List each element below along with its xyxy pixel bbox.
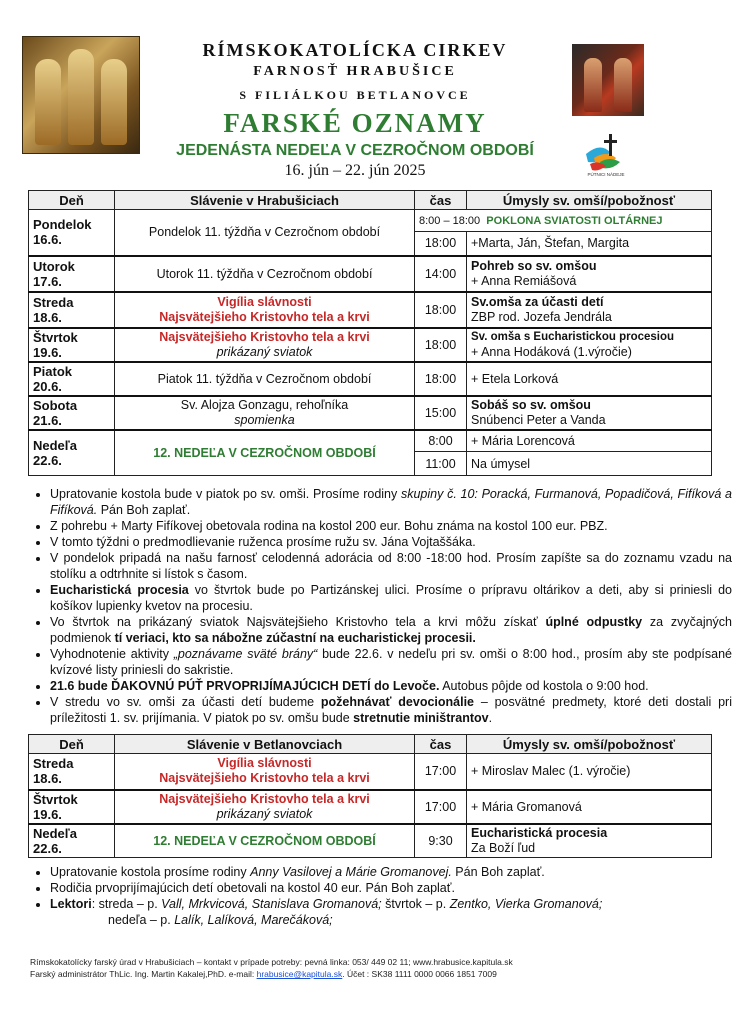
list-item: • Vyhodnotenie aktivity „poznávame sväté brány“ bude 22.6. v nedeľu pri sv. omši o 8:00 hod., prosím aby ste podpísané kvízové listy priniesli do sakristie. [50, 646, 732, 678]
time-cell: 18:00 [415, 232, 467, 256]
footer-admin: Farský administrátor ThLic. Ing. Martin Kakalej,PhD. e-mail: hrabusice@kapitula.sk. Účet : SK38 1111 0000 0066 1851 7009 [30, 969, 497, 979]
celebration-cell: Piatok 11. týždňa v Cezročnom období [115, 362, 415, 396]
intent-cell: +Marta, Ján, Štefan, Margita [467, 232, 712, 256]
day-cell: Nedeľa 22.6. [29, 430, 115, 476]
jubilee-logo [580, 128, 632, 178]
church-name: RÍMSKOKATOLÍCKA CIRKEV [202, 40, 508, 60]
day-cell: Streda 18.6. [29, 292, 115, 328]
intent-cell: + Mária Gromanová [467, 790, 712, 824]
time-cell: 17:00 [415, 754, 467, 790]
schedule-table-hrabusice [28, 190, 712, 476]
table-row [29, 430, 712, 452]
day-cell: Streda 18.6. [29, 754, 115, 790]
intent-cell: Pohreb so sv. omšou + Anna Remiášová [467, 256, 712, 292]
list-item: • Lektori: streda – p. Vall, Mrkvicová, Stanislava Gromanová; štvrtok – p. Zentko, Vierka Gromanová; nedeľa – p. Lalík, Lalíková, Marečáková; [50, 896, 732, 928]
day-cell: Pondelok 16.6. [29, 210, 115, 256]
table-row [29, 824, 712, 858]
celebration-cell: Vigília slávnosti Najsvätejšieho Kristovho tela a krvi [115, 754, 415, 790]
intent-cell: + Mária Lorencová [467, 430, 712, 452]
email-link[interactable]: hrabusice@kapitula.sk [256, 969, 343, 979]
celebration-cell: Najsvätejšieho Kristovho tela a krvi prikázaný sviatok [115, 790, 415, 824]
table-row [29, 790, 712, 824]
list-item: • V tomto týždni o predmodlievanie ruženca prosíme ružu sv. Jána Vojtaššáka. [50, 534, 732, 550]
page-subtitle: JEDENÁSTA NEDEĽA V CEZROČNOM OBDOBÍ [176, 142, 534, 159]
time-cell: 18:00 [415, 328, 467, 362]
list-item: • Upratovanie kostola bude v piatok po sv. omši. Prosíme rodiny skupiny č. 10: Poracká, Furmanová, Popadičová, Fifíková a Fifíková. Pán Boh zaplať. [50, 486, 732, 518]
day-cell: Sobota 21.6. [29, 396, 115, 430]
day-cell: Nedeľa 22.6. [29, 824, 115, 858]
svg-text:PÚTNICI NÁDEJE: PÚTNICI NÁDEJE [587, 172, 625, 177]
intent-cell: + Etela Lorková [467, 362, 712, 396]
day-cell: Utorok 17.6. [29, 256, 115, 292]
table-row [29, 362, 712, 396]
table-row [29, 754, 712, 790]
table-row [29, 292, 712, 328]
table-row [29, 210, 712, 232]
table-row [29, 256, 712, 292]
intent-cell: Sv.omša za účasti detí ZBP rod. Jozefa Jendrála [467, 292, 712, 328]
announcements-list [28, 486, 732, 726]
time-cell: 9:30 [415, 824, 467, 858]
list-item: • Rodičia prvoprijímajúcich detí obetovali na kostol 40 eur. Pán Boh zaplať. [50, 880, 732, 896]
header-time: čas [415, 735, 467, 754]
header-day: Deň [29, 191, 115, 210]
adoration-cell: 8:00 – 18:00 POKLONA SVIATOSTI OLTÁRNEJ [415, 210, 712, 232]
header-celebration: Slávenie v Hrabušiciach [115, 191, 415, 210]
page-footer [30, 956, 710, 980]
time-cell: 11:00 [415, 452, 467, 476]
saints-altar-image [22, 36, 140, 154]
time-cell: 17:00 [415, 790, 467, 824]
table-header-row [29, 191, 712, 210]
celebration-cell: 12. NEDEĽA V CEZROČNOM OBDOBÍ [115, 824, 415, 858]
day-cell: Štvrtok 19.6. [29, 790, 115, 824]
parish-name: FARNOSŤ HRABUŠICE [253, 64, 457, 79]
day-cell: Štvrtok 19.6. [29, 328, 115, 362]
saints-image [572, 44, 644, 116]
list-item: • Eucharistická procesia vo štvrtok bude po Partizánskej ulici. Prosíme o prípravu oltárikov a deti, aby si priniesli do košíkov lupienky kvetov na procesiu. [50, 582, 732, 614]
time-cell: 18:00 [415, 362, 467, 396]
intent-cell: Sobáš so sv. omšou Snúbenci Peter a Vanda [467, 396, 712, 430]
celebration-cell: 12. NEDEĽA V CEZROČNOM OBDOBÍ [115, 430, 415, 476]
list-item: • 21.6 bude ĎAKOVNÚ PÚŤ PRVOPRIJÍMAJÚCICH DETÍ do Levoče. Autobus pôjde od kostola o 9:00 hod. [50, 678, 732, 694]
footer-contact: Rímskokatolícky farský úrad v Hrabušiciach – kontakt v prípade potreby: pevná linka: 053/ 449 02 11; www.hrabusice.kapitula.sk [30, 957, 513, 967]
filial-name: S FILIÁLKOU BETLANOVCE [239, 88, 471, 102]
list-item: • Z pohrebu + Marty Fifíkovej obetovala rodina na kostol 200 eur. Bohu známa na kostol 100 eur. PBZ. [50, 518, 732, 534]
list-item: • V stredu vo sv. omši za účasti detí budeme požehnávať devocionálie – posvätné predmety, ktoré deti dostali pri príležitosti 1. sv. prijímania. V piatok po sv. omšu bude stretnutie miništrantov. [50, 694, 732, 726]
header-celebration: Slávenie v Betlanovciach [115, 735, 415, 754]
intent-cell: Na úmysel [467, 452, 712, 476]
page-title: FARSKÉ OZNAMY [223, 108, 487, 138]
celebration-cell: Vigília slávnosti Najsvätejšieho Kristovho tela a krvi [115, 292, 415, 328]
table-row [29, 328, 712, 362]
list-item: • Upratovanie kostola prosíme rodiny Anny Vasilovej a Márie Gromanovej. Pán Boh zaplať. [50, 864, 732, 880]
intent-cell: + Miroslav Malec (1. výročie) [467, 754, 712, 790]
header-intentions: Úmysly sv. omší/pobožnosť [467, 191, 712, 210]
time-cell: 14:00 [415, 256, 467, 292]
header-time: čas [415, 191, 467, 210]
list-item: • Vo štvrtok na prikázaný sviatok Najsvätejšieho Kristovho tela a krvi môžu získať úplné odpustky za zvyčajných podmienok tí veriaci, kto sa nábožne zúčastní na eucharistickej procesii. [50, 614, 732, 646]
header-intentions: Úmysly sv. omší/pobožnosť [467, 735, 712, 754]
table-header-row [29, 735, 712, 754]
time-cell: 15:00 [415, 396, 467, 430]
page-header [0, 0, 744, 186]
celebration-cell: Sv. Alojza Gonzagu, rehoľníka spomienka [115, 396, 415, 430]
celebration-cell: Najsvätejšieho Kristovho tela a krvi prikázaný sviatok [115, 328, 415, 362]
intent-cell: Eucharistická procesia Za Boží ľud [467, 824, 712, 858]
celebration-cell: Utorok 11. týždňa v Cezročnom období [115, 256, 415, 292]
time-cell: 8:00 [415, 430, 467, 452]
header-day: Deň [29, 735, 115, 754]
celebration-cell: Pondelok 11. týždňa v Cezročnom období [115, 210, 415, 256]
schedule-table-betlanovce [28, 734, 712, 858]
day-cell: Piatok 20.6. [29, 362, 115, 396]
list-item: • V pondelok pripadá na našu farnosť celodenná adorácia od 8:00 -18:00 hod. Prosím zapíšte sa do zoznamu vzadu na stolíku a odtrhnite si lístok s časom. [50, 550, 732, 582]
time-cell: 18:00 [415, 292, 467, 328]
date-range: 16. jún – 22. jún 2025 [284, 162, 426, 179]
table-row [29, 396, 712, 430]
betlanovce-announcements [28, 864, 732, 928]
intent-cell: Sv. omša s Eucharistickou procesiou + Anna Hodáková (1.výročie) [467, 328, 712, 362]
